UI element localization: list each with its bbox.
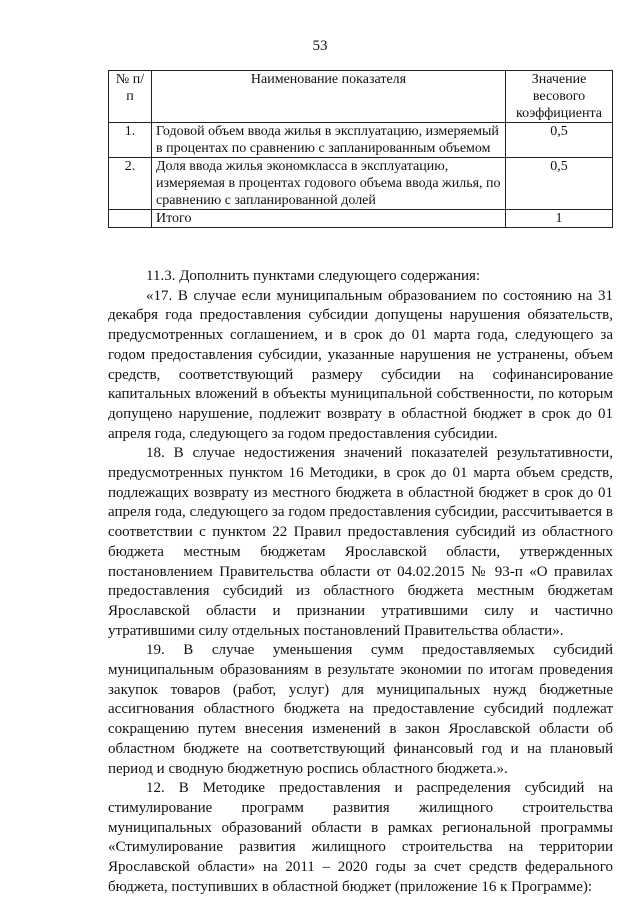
paragraph-12: 12. В Методике предоставления и распределения субсидий на стимулирование программ развития жилищного строительства муниципальных образований области в рамках региональной программы «Стимулирование развития жилищного строительства на территории Ярославской области» на 2011 – 2020 годы за счет средств федерального бюджета, поступивших в областной бюджет (приложение 16 к Программе): <box>108 780 613 895</box>
row-indicator-name: Доля ввода жилья экономкласса в эксплуатацию, измеряемая в процентах годового объема ввода жилья, по сравнению с запланированной долей <box>152 158 506 210</box>
row-weight-value: 0,5 <box>506 158 613 210</box>
page-number: 53 <box>312 38 328 54</box>
paragraph-17: «17. В случае если муниципальным образованием по состоянию на 31 декабря года предоставления субсидии допущены нарушения обязательств, предусмотренных соглашением, и в срок до 01 марта года, следующего за годом предоставления субсидии, указанные нарушения не устранены, объем средств, соответствующий размеру субсидии на софинансирование капитальных вложений в объекты муниципальной собственности, по которым допущено нарушение, подлежит возврату в областной бюджет в срок до 01 апреля года, следующего за годом предоставления субсидии. <box>108 287 613 442</box>
body-text <box>108 267 613 898</box>
row-number <box>109 210 152 228</box>
paragraph-19: 19. В случае уменьшения сумм предоставляемых субсидий муниципальным образованиям в результате экономии по итогам проведения закупок товаров (работ, услуг) для муниципальных нужд бюджетные ассигнования областного бюджета на предоставление субсидий подлежат сокращению путем внесения изменений в закон Ярославской области об областном бюджете на соответствующий финансовый год и на плановый период и сводную бюджетную роспись областного бюджета.». <box>108 642 613 777</box>
table-row <box>109 158 613 210</box>
row-indicator-name: Итого <box>152 210 506 228</box>
row-number: 1. <box>109 123 152 158</box>
header-weight-value: Значение весового коэффициента <box>506 71 613 123</box>
table-total-row <box>109 210 613 228</box>
paragraph-11-3: 11.3. Дополнить пунктами следующего содержания: <box>146 268 481 284</box>
row-indicator-name: Годовой объем ввода жилья в эксплуатацию, измеряемый в процентах по сравнению с запланированным объемом <box>152 123 506 158</box>
paragraph-18: 18. В случае недостижения значений показателей результативности, предусмотренных пунктом 16 Методики, в срок до 01 марта объем средств, подлежащих возврату из местного бюджета в областной бюджет в срок до 01 апреля года, следующего за годом предоставления субсидии, рассчитывается в соответствии с пунктом 22 Правил предоставления субсидий из областного бюджета местным бюджетам Ярославской области, утвержденных постановлением Правительства области от 04.02.2015 № 93-п «О правилах предоставления субсидий из областного бюджета местным бюджетам Ярославской области и признании утратившими силу и частично утратившими силу отдельных постановлений Правительства области». <box>108 445 613 639</box>
header-indicator-name: Наименование показателя <box>152 71 506 123</box>
row-weight-value: 1 <box>506 210 613 228</box>
table-header-row <box>109 71 613 123</box>
row-number: 2. <box>109 158 152 210</box>
header-number: № п/п <box>109 71 152 123</box>
table-row <box>109 123 613 158</box>
row-weight-value: 0,5 <box>506 123 613 158</box>
indicators-table <box>108 70 613 228</box>
